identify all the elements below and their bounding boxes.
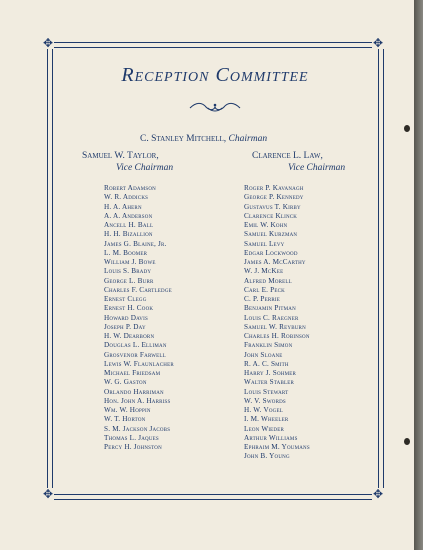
- vice-chairman-name: Clarence L. Law,: [252, 151, 323, 161]
- member-name: Orlando Harriman: [104, 387, 164, 396]
- member-name: H. W. Dearborn: [104, 332, 155, 340]
- member-name: Ephraim M. Youmans: [244, 443, 310, 451]
- member-name: William J. Bowe: [104, 258, 156, 266]
- member-name: Thomas L. Jaques: [104, 433, 159, 442]
- member-name: Louis S. Brady: [104, 267, 152, 276]
- chairman-role: Chairman: [228, 134, 268, 144]
- member-name: Louis Stewart: [244, 387, 289, 396]
- member-name: Roger P. Kavanagh: [244, 184, 304, 192]
- member-name: Clarence Klinck: [244, 211, 298, 220]
- member-name: Hon. John A. Harriss: [104, 396, 171, 405]
- member-list-right: [244, 184, 374, 462]
- member-name: Alfred Morell: [244, 276, 292, 285]
- member-name: W. R. Addicks: [104, 193, 149, 202]
- member-name: Samuel W. Reyburn: [244, 322, 306, 331]
- member-name: Gustavus T. Kirby: [244, 202, 301, 211]
- member-name: Benjamin Pitman: [244, 304, 296, 313]
- member-name: H. H. Bizallion: [104, 230, 153, 239]
- member-name: Franklin Simon: [244, 341, 293, 350]
- member-name: H. A. Ahern: [104, 202, 142, 211]
- member-name: Robert Adamson: [104, 184, 156, 192]
- member-name: Grosvenor Farwell: [104, 350, 166, 359]
- corner-ornament-icon: ✥: [372, 487, 384, 501]
- member-name: Edgar Lockwood: [244, 248, 298, 257]
- vice-chairman-name: Samuel W. Taylor,: [82, 151, 159, 161]
- page-title: Reception Committee: [121, 64, 309, 86]
- corner-ornament-icon: ✥: [42, 487, 54, 501]
- member-name: Leon Wieder: [244, 424, 285, 433]
- member-name: Charles H. Robinson: [244, 332, 310, 340]
- page-edge: [414, 0, 423, 550]
- member-name: Harry J. Sohmer: [244, 369, 297, 377]
- member-name: Arthur Williams: [244, 433, 298, 442]
- member-name: S. M. Jackson Jacobs: [104, 424, 171, 433]
- member-list-left: [104, 184, 234, 452]
- member-name: Ancell H. Ball: [104, 221, 154, 229]
- member-name: Samuel Kurzman: [244, 230, 298, 239]
- member-name: W. G. Gaston: [104, 378, 147, 387]
- member-name: I. M. Wheeler: [244, 415, 289, 424]
- vice-chairman-left: [82, 150, 173, 174]
- member-name: Ernest H. Cook: [104, 304, 154, 313]
- member-name: Walter Stabler: [244, 378, 295, 387]
- member-name: R. A. C. Smith: [244, 359, 289, 368]
- member-name: Howard Davis: [104, 313, 148, 322]
- corner-ornament-icon: ✥: [372, 36, 384, 50]
- member-name: Percy H. Johnston: [104, 443, 162, 451]
- vice-chairman-role: Vice Chairman: [116, 163, 174, 173]
- member-name: Louis C. Raegner: [244, 313, 299, 322]
- vice-chairman-right: [252, 150, 345, 174]
- member-name: A. A. Anderson: [104, 211, 153, 220]
- member-name: Joseph P. Day: [104, 322, 146, 331]
- punch-hole: [404, 125, 410, 132]
- member-name: W. T. Horton: [104, 415, 146, 424]
- member-name: Lewis W. Flaunlacher: [104, 359, 174, 368]
- member-name: John B. Young: [244, 452, 290, 461]
- member-name: James A. McCarthy: [244, 258, 306, 266]
- chairman-line: [140, 134, 300, 144]
- flourish-ornament-icon: [188, 100, 242, 114]
- corner-ornament-icon: ✥: [42, 36, 54, 50]
- chairman-name: C. Stanley Mitchell,: [140, 134, 227, 144]
- member-name: Douglas L. Elliman: [104, 341, 167, 350]
- member-name: Wm. W. Hoppin: [104, 406, 151, 414]
- member-name: W. J. McKee: [244, 267, 284, 276]
- member-name: Michael Friedsam: [104, 369, 161, 377]
- member-name: Samuel Levy: [244, 239, 285, 248]
- member-name: John Sloane: [244, 350, 283, 359]
- member-name: George L. Burr: [104, 276, 154, 285]
- member-name: H. W. Vogel: [244, 406, 283, 414]
- member-name: George P. Kennedy: [244, 193, 304, 202]
- member-name: C. P. Perrie: [244, 295, 281, 303]
- member-name: Charles F. Cartledge: [104, 285, 172, 294]
- member-name: W. V. Swords: [244, 396, 286, 405]
- punch-hole: [404, 438, 410, 445]
- member-name: L. M. Boomer: [104, 248, 148, 257]
- member-name: James G. Blaine, Jr.: [104, 239, 167, 248]
- member-name: Emil W. Kohn: [244, 221, 288, 229]
- member-name: Ernest Clegg: [104, 295, 147, 303]
- member-name: Carl E. Peck: [244, 285, 285, 294]
- vice-chairman-role: Vice Chairman: [288, 163, 346, 173]
